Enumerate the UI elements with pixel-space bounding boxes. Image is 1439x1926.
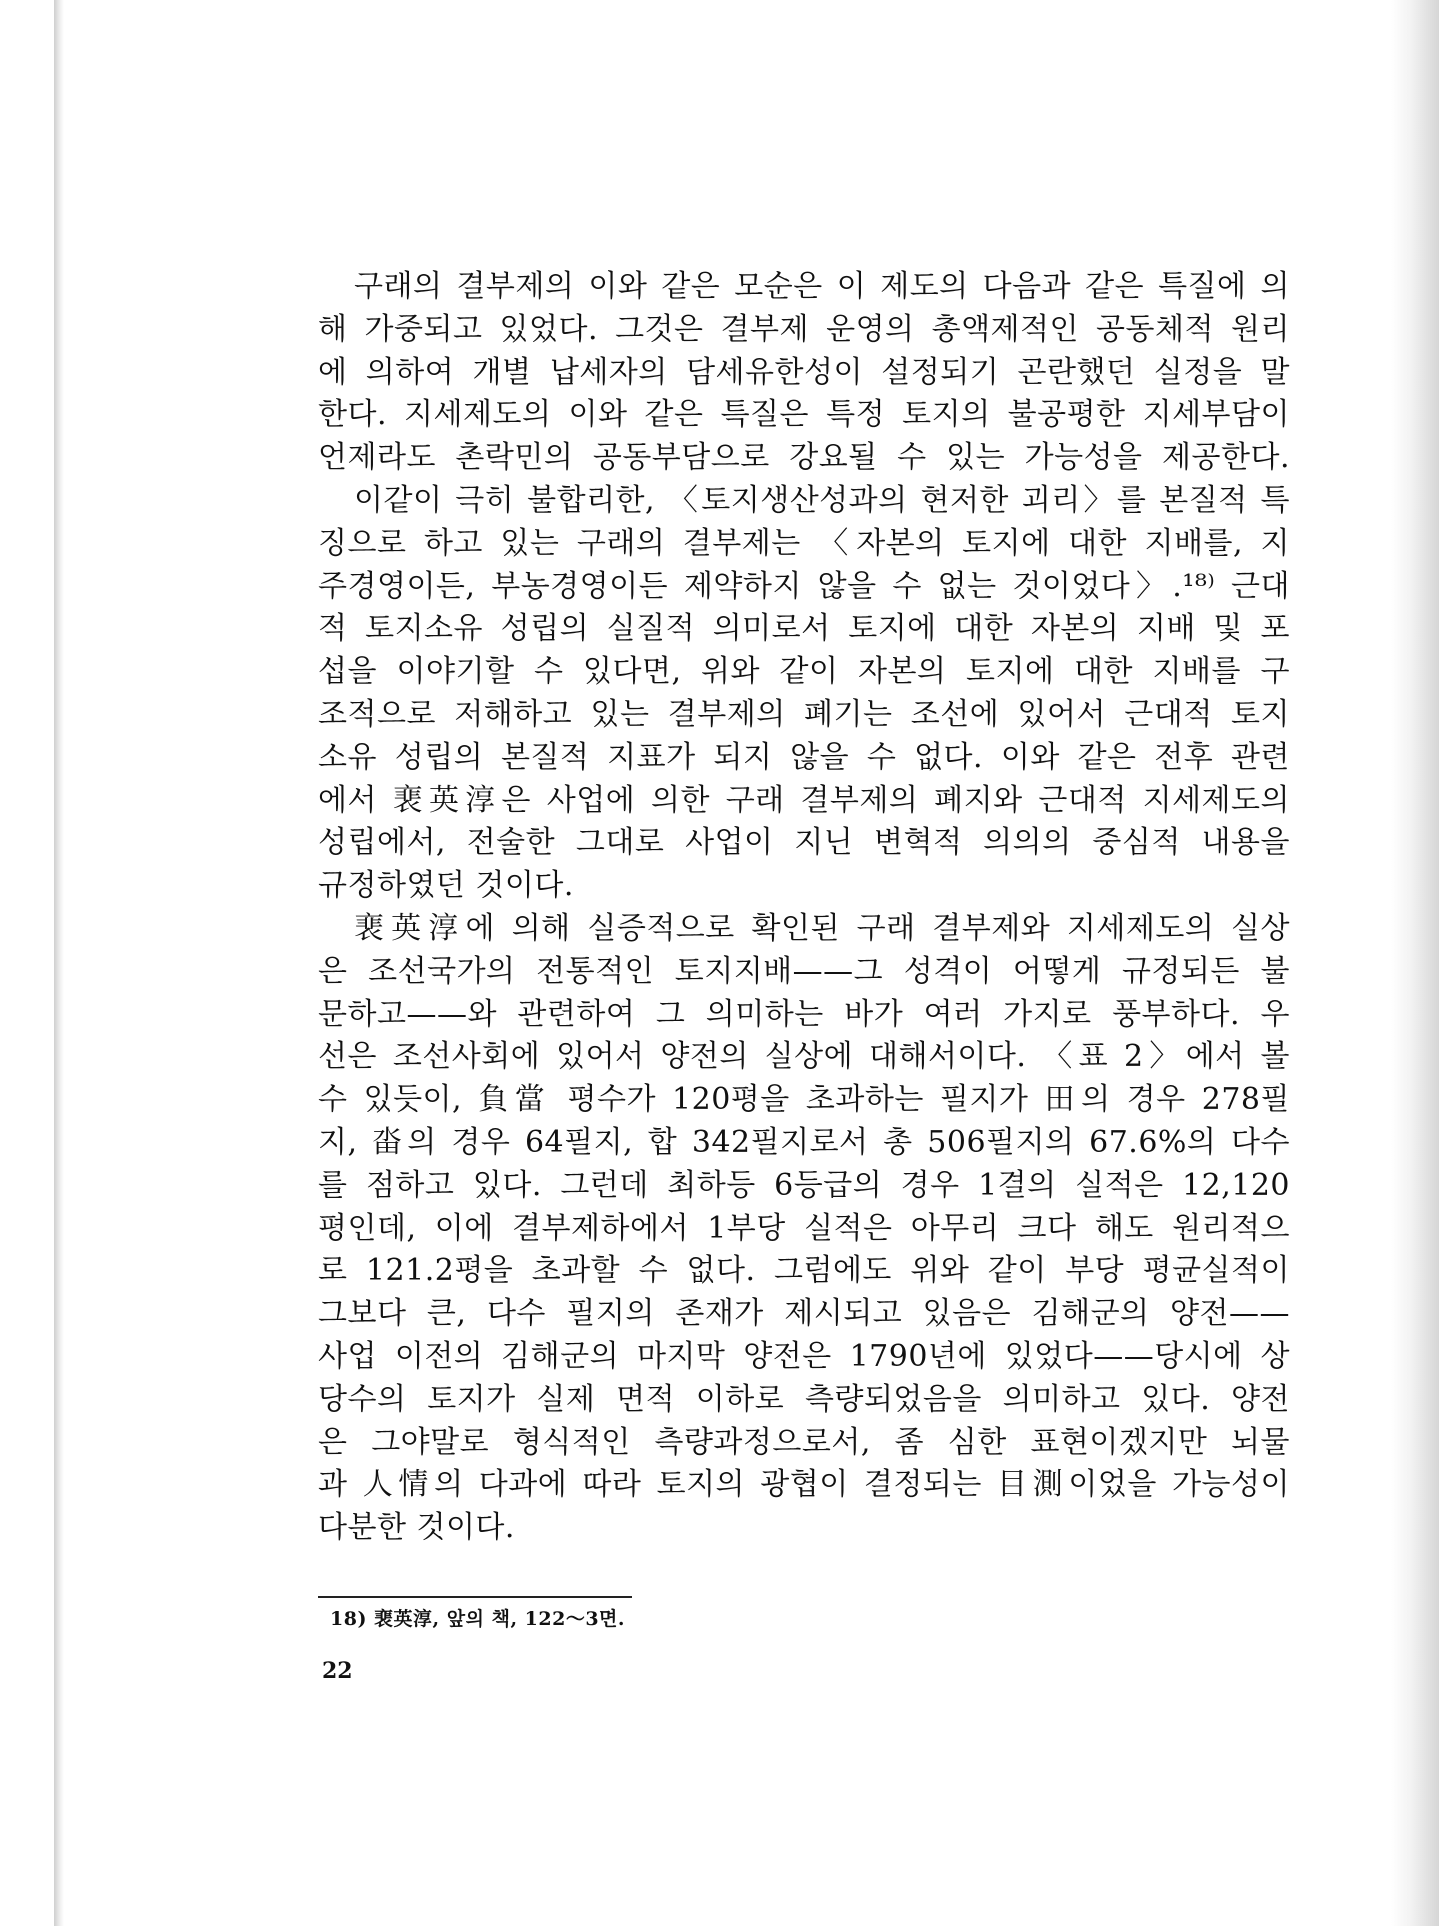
text-line: 문하고——와 관련하여 그 의미하는 바가 여러 가지로 풍부하다. 우 [318, 996, 1290, 1032]
text-line: 를 점하고 있다. 그런데 최하등 6등급의 경우 1결의 실적은 12,120 [318, 1167, 1290, 1203]
text-line: 수 있듯이, 負當 평수가 120평을 초과하는 필지가 田의 경우 278필 [318, 1082, 1290, 1118]
text-line: 裵英淳에 의해 실증적으로 확인된 구래 결부제와 지세제도의 실상 [354, 910, 1290, 946]
text-line: 선은 조선사회에 있어서 양전의 실상에 대해서이다. 〈표 2〉에서 볼 [318, 1039, 1290, 1075]
page-number: 22 [322, 1658, 353, 1684]
text-line: 성립에서, 전술한 그대로 사업이 지닌 변혁적 의의의 중심적 내용을 [318, 825, 1290, 861]
text-line: 구래의 결부제의 이와 같은 모순은 이 제도의 다음과 같은 특질에 의 [354, 269, 1290, 304]
page-binding-shadow [54, 0, 64, 1926]
text-line: 당수의 토지가 실제 면적 이하로 측량되었음을 의미하고 있다. 양전 [318, 1381, 1290, 1417]
page-edge-shadow [1391, 0, 1439, 1926]
text-line: 소유 성립의 본질적 지표가 되지 않을 수 없다. 이와 같은 전후 관련 [318, 739, 1290, 775]
text-line: 에서 裵英淳은 사업에 의한 구래 결부제의 폐지와 근대적 지세제도의 [318, 782, 1290, 818]
text-line: 로 121.2평을 초과할 수 없다. 그럼에도 위와 같이 부당 평균실적이 [318, 1253, 1290, 1289]
text-line: 징으로 하고 있는 구래의 결부제는 〈자본의 토지에 대한 지배를, 지 [318, 525, 1290, 561]
text-line: 해 가중되고 있었다. 그것은 결부제 운영의 총액제적인 공동체적 원리 [318, 311, 1290, 347]
footnote: 18) 裵英淳, 앞의 책, 122～3면. [330, 1608, 626, 1630]
text-line: 과 人情의 다과에 따라 토지의 광협이 결정되는 目測이었을 가능성이 [318, 1467, 1290, 1503]
paragraph-2 [318, 480, 1290, 908]
text-line: 평인데, 이에 결부제하에서 1부당 실적은 아무리 크다 해도 원리적으 [318, 1210, 1290, 1246]
text-line: 지, 畓의 경우 64필지, 합 342필지로서 총 506필지의 67.6%의 다수 [318, 1124, 1290, 1160]
text-line: 그보다 큰, 다수 필지의 존재가 제시되고 있음은 김해군의 양전—— [318, 1296, 1290, 1332]
body-text [318, 266, 1290, 1550]
text-line: 주경영이든, 부농경영이든 제약하지 않을 수 없는 것이었다〉.¹⁸⁾ 근대 [318, 568, 1290, 604]
text-line: 은 조선국가의 전통적인 토지지배——그 성격이 어떻게 규정되든 불 [318, 953, 1290, 989]
text-line: 한다. 지세제도의 이와 같은 특질은 특정 토지의 불공평한 지세부담이 [318, 397, 1290, 433]
text-line: 규정하였던 것이다. [318, 868, 574, 904]
text-line: 적 토지소유 성립의 실질적 의미로서 토지에 대한 자본의 지배 및 포 [318, 611, 1290, 647]
text-line: 섭을 이야기할 수 있다면, 위와 같이 자본의 토지에 대한 지배를 구 [318, 654, 1290, 690]
text-line: 조적으로 저해하고 있는 결부제의 폐기는 조선에 있어서 근대적 토지 [318, 696, 1290, 732]
text-line: 에 의하여 개별 납세자의 담세유한성이 설정되기 곤란했던 실정을 말 [318, 354, 1290, 390]
text-line: 언제라도 촌락민의 공동부담으로 강요될 수 있는 가능성을 제공한다. [318, 440, 1290, 476]
footnote-divider [318, 1596, 632, 1598]
text-line: 사업 이전의 김해군의 마지막 양전은 1790년에 있었다——당시에 상 [318, 1338, 1290, 1374]
text-line: 다분한 것이다. [318, 1510, 515, 1546]
paragraph-3 [318, 908, 1290, 1550]
text-line: 이같이 극히 불합리한, 〈토지생산성과의 현저한 괴리〉를 본질적 특 [354, 482, 1290, 518]
paragraph-1 [318, 266, 1290, 480]
text-line: 은 그야말로 형식적인 측량과정으로서, 좀 심한 표현이겠지만 뇌물 [318, 1424, 1290, 1460]
